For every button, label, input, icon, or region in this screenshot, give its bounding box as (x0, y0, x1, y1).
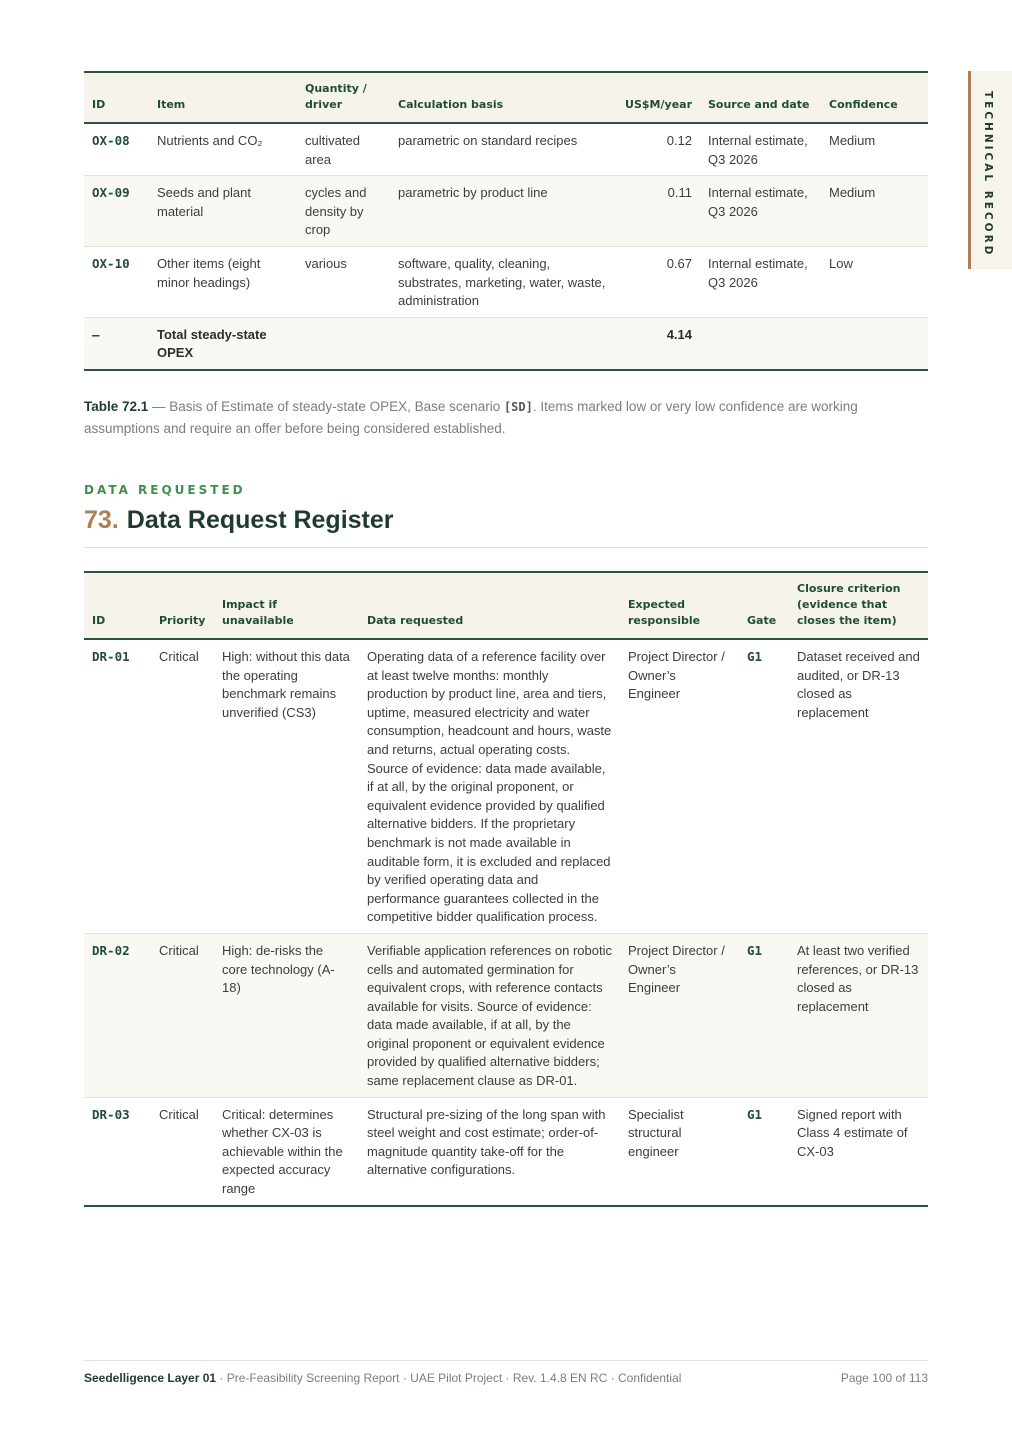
table-row (84, 639, 928, 933)
cell-source: Internal estimate, Q3 2026 (700, 176, 821, 247)
cell-driver: cycles and density by crop (297, 176, 390, 247)
page-footer (84, 1360, 928, 1385)
total-row (84, 317, 928, 370)
col-header: Impact if unavailable (214, 572, 359, 639)
col-header: Data requested (359, 572, 620, 639)
cell-confidence: Medium (829, 133, 876, 148)
cell-gate: G1 (739, 933, 789, 1097)
cell-confidence: Medium (821, 176, 928, 247)
cell-value: 0.12 (666, 133, 692, 148)
cell-driver: cultivated area (305, 133, 360, 167)
cell-responsible: Specialist structural engineer (628, 1106, 684, 1159)
cell-data: Structural pre-sizing of the long span with steel weight and cost estimate; order-of-magnitude quantity take-off for the alternative configurations. (367, 1106, 606, 1178)
col-header: Calculation basis (390, 72, 615, 123)
cell-gate: G1 (747, 649, 763, 664)
cell-value: 0.67 (666, 255, 692, 271)
table-row (84, 123, 928, 176)
cell-closure: Signed report with Class 4 estimate of CX-03 (797, 1106, 908, 1159)
col-header: Item (149, 72, 297, 123)
cell-value: 0.11 (615, 176, 700, 247)
dr-header-row (84, 572, 928, 639)
page-number: Page 100 of 113 (840, 1371, 928, 1385)
side-tab-label: TECHNICAL RECORD (982, 91, 994, 258)
col-header: Gate (739, 572, 789, 639)
cell-impact: High: de-risks the core technology (A-18) (214, 933, 359, 1097)
col-header: Priority (151, 572, 214, 639)
caption-text-after: . Items marked low or very low confidence are working assumptions and require an offer before being considered established. (84, 399, 858, 436)
cell-id: DR-02 (84, 933, 151, 1097)
cell-gate: G1 (747, 1106, 763, 1122)
cell-item: Nutrients and CO₂ (157, 133, 263, 148)
section-title: Data Request Register (126, 506, 394, 534)
cell-closure: At least two verified references, or DR-13 closed as replacement (789, 933, 928, 1097)
side-tab (968, 71, 1012, 269)
col-header: Confidence (821, 72, 928, 123)
col-header: Expected responsible (620, 572, 739, 639)
opex-header-row (84, 72, 928, 123)
cell-source: Internal estimate, Q3 2026 (708, 255, 808, 290)
total-value: 4.14 (615, 317, 700, 370)
cell-data: Operating data of a reference facility over at least twelve months: monthly production by product line, area and tiers, uptime, measured electricity and water consumption, headcount and hours, waste and returns, actual operating costs. Source of evidence: data made available, if at all, by the original proponent, or equivalent evidence provided by qualified alternative bidders. If the proprietary benchmark is not made available in auditable form, it is excluded and replaced by verified operating data and performance guarantees collected in the competitive bidder qualification process. (367, 649, 612, 925)
table-row (84, 933, 928, 1097)
section-kicker: DATA REQUESTED (84, 483, 246, 497)
total-label: Total steady-state OPEX (149, 317, 297, 370)
table-row (84, 246, 928, 317)
footer-meta: · Pre-Feasibility Screening Report · UAE Pilot Project · Rev. 1.4.8 EN RC · Confidential (216, 1371, 682, 1385)
cell-item: Other items (eight minor headings) (157, 255, 261, 290)
cell-source: Internal estimate, Q3 2026 (708, 133, 808, 167)
section-number: 73. (84, 506, 119, 534)
cell-closure: Dataset received and audited, or DR-13 closed as replacement (797, 649, 920, 720)
cell-priority: Critical (151, 933, 214, 1097)
cell-driver: various (305, 255, 347, 271)
table-caption (84, 396, 928, 439)
col-header: Quantity / driver (297, 72, 390, 123)
table-row (84, 176, 928, 247)
cell-basis: parametric by product line (390, 176, 615, 247)
cell-id: DR-01 (92, 649, 130, 664)
cell-id: DR-03 (92, 1106, 130, 1122)
caption-tag: [SD] (503, 400, 533, 414)
opex-table (84, 71, 928, 371)
cell-responsible: Project Director / Owner’s Engineer (628, 649, 725, 702)
cell-data: Verifiable application references on robotic cells and automated germination for equivalent crops, with reference contacts available for visits. Source of evidence: data made available, if at all, by the original proponent or equivalent evidence provided by qualified alternative bidders; same replacement clause as DR-01. (359, 933, 620, 1097)
col-header: ID (84, 72, 149, 123)
caption-label: Table 72.1 (84, 399, 149, 414)
cell-priority: Critical (159, 649, 199, 664)
caption-text: — Basis of Estimate of steady-state OPEX, Base scenario (148, 399, 504, 414)
cell-impact: High: without this data the operating benchmark remains unverified (CS3) (222, 649, 350, 720)
footer-brand: Seedelligence Layer 01 (84, 1371, 217, 1385)
cell-id: OX-08 (92, 133, 130, 148)
col-header: Source and date (700, 72, 821, 123)
col-header: Closure criterion (evidence that closes the item) (789, 572, 928, 639)
table-row (84, 1097, 928, 1205)
cell-basis: software, quality, cleaning, substrates, marketing, water, waste, administration (398, 255, 606, 309)
section-heading (84, 506, 928, 548)
cell-confidence: Low (829, 255, 853, 271)
cell-impact: Critical: determines whether CX-03 is achievable within the expected accuracy range (222, 1106, 343, 1197)
cell-priority: Critical (159, 1106, 199, 1122)
cell-item: Seeds and plant material (149, 176, 297, 247)
cell-id: — (84, 317, 149, 370)
col-header: ID (84, 572, 151, 639)
cell-id: OX-09 (84, 176, 149, 247)
cell-basis: parametric on standard recipes (398, 133, 578, 148)
data-request-table (84, 571, 928, 1207)
cell-id: OX-10 (92, 255, 130, 271)
cell-responsible: Project Director / Owner’s Engineer (620, 933, 739, 1097)
col-header: US$M/year (615, 72, 700, 123)
